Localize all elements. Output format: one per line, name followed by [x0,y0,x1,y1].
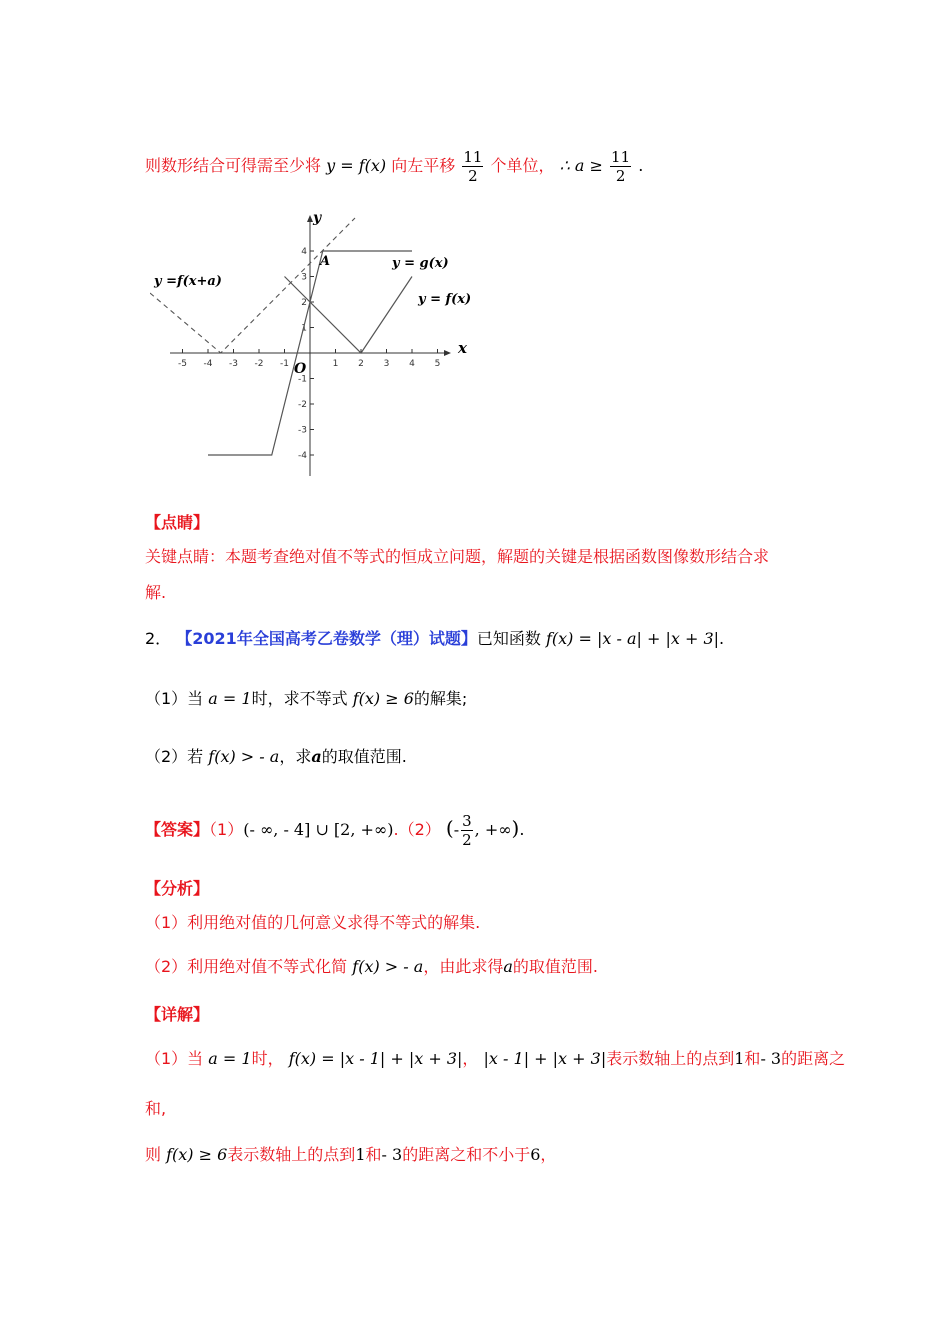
y-tick-label: 4 [301,247,307,257]
f-curve [285,277,413,354]
math-cond: a = 1 [208,689,252,708]
g-label: y = g(x) [392,256,449,271]
x-tick-label: 3 [383,359,390,369]
question-source: 【2021年全国高考乙卷数学（理）试题】 [176,629,477,648]
math-fx: y = f(x) [326,156,387,175]
point-a-label: A [320,254,331,269]
fraction-11-2: $\frac{11}{2}$ [463,148,483,185]
x-tick-label: 4 [409,359,415,369]
x-tick-label: 5 [434,359,441,369]
text: 个单位， [490,156,555,175]
shift-label: y =f(x+a) [154,274,222,289]
x-tick-label: 2 [358,359,364,369]
fenxi-heading: 【分析】 [145,879,210,898]
y-tick-label: -3 [298,425,307,436]
y-tick-label: -2 [298,400,307,410]
y-tick-label: -1 [298,374,307,385]
fenxi-line-2: （2）利用绝对值不等式化简 f(x) > - a，由此求得a的取值范围. [145,957,598,976]
xiangjie-heading: 【详解】 [145,1005,210,1024]
x-tick-label: -2 [254,359,264,369]
x-ticks [178,349,440,369]
conclusion-line: 则数形结合可得需至少将 y = f(x) 向左平移 $\frac{11}{2}$ 个单位， ∴ a ≥ $\frac{11}{2}$ . [145,148,644,185]
question-2: 2． 【2021年全国高考乙卷数学（理）试题】已知函数 f(x) = |x - a| + |x + 3|. [145,629,725,648]
origin-label: O [294,361,307,377]
math-ineq: f(x) > - a [352,957,424,976]
y-tick-label: 1 [301,323,307,334]
xiangjie-line-3: 则 f(x) ≥ 6表示数轴上的点到1和- 3的距离之和不小于6， [145,1145,557,1164]
dianjing-body-2: 解. [145,583,167,602]
fraction-3-2: $\frac{3}{2}$ [462,812,472,849]
y-tick-label: -4 [298,451,307,461]
y-ticks [298,247,314,461]
x-tick-label: -3 [229,359,238,369]
math-ineq: f(x) ≥ 6 [352,689,414,708]
function-graph [150,208,480,483]
y-tick-label: 3 [301,272,307,283]
xiangjie-line-2: 和, [145,1099,167,1118]
fenxi-line-1: （1）利用绝对值的几何意义求得不等式的解集. [145,913,481,932]
xiangjie-line-1: （1）当 a = 1时， f(x) = |x - 1| + |x + 3|， |x - 1| + |x + 3|表示数轴上的点到1和- 3的距离之 [145,1049,846,1068]
x-axis-label: x [458,339,467,357]
x-tick-label: -1 [280,359,289,369]
fraction-11-2b: $\frac{11}{2}$ [611,148,631,185]
text: 则数形结合可得需至少将 [145,156,322,175]
x-tick-label: -5 [178,359,187,369]
answer-line: 【答案】（1）(- ∞, - 4] ∪ [2, +∞).（2） (- $\frac{3}{2}$ , +∞). [145,812,525,849]
math-therefore: ∴ a ≥ [559,156,603,175]
x-tick-label: 1 [332,359,339,369]
math-formula: f(x) = |x - a| + |x + 3| [545,629,720,648]
y-tick-label: 2 [301,298,307,308]
y-axis-label: y [313,210,322,226]
answer-1-value: (- ∞, - 4] ∪ [2, +∞) [243,820,394,839]
answer-heading: 【答案】 [145,820,210,839]
f-label: y = f(x) [418,292,472,307]
dianjing-heading: 【点睛】 [145,513,210,532]
question-2-part-1: （1）当 a = 1时，求不等式 f(x) ≥ 6的解集; [145,689,468,708]
question-2-part-2: （2）若 f(x) > - a，求a的取值范围. [145,747,407,766]
x-tick-label: -4 [203,359,213,369]
text: 已知函数 [476,629,541,648]
text: 向左平移 [391,156,456,175]
math-ineq: f(x) > - a [208,747,280,766]
dianjing-body-1: 关键点睛：本题考查绝对值不等式的恒成立问题，解题的关键是根据函数图像数形结合求 [145,547,770,566]
question-number: 2． [145,629,172,648]
